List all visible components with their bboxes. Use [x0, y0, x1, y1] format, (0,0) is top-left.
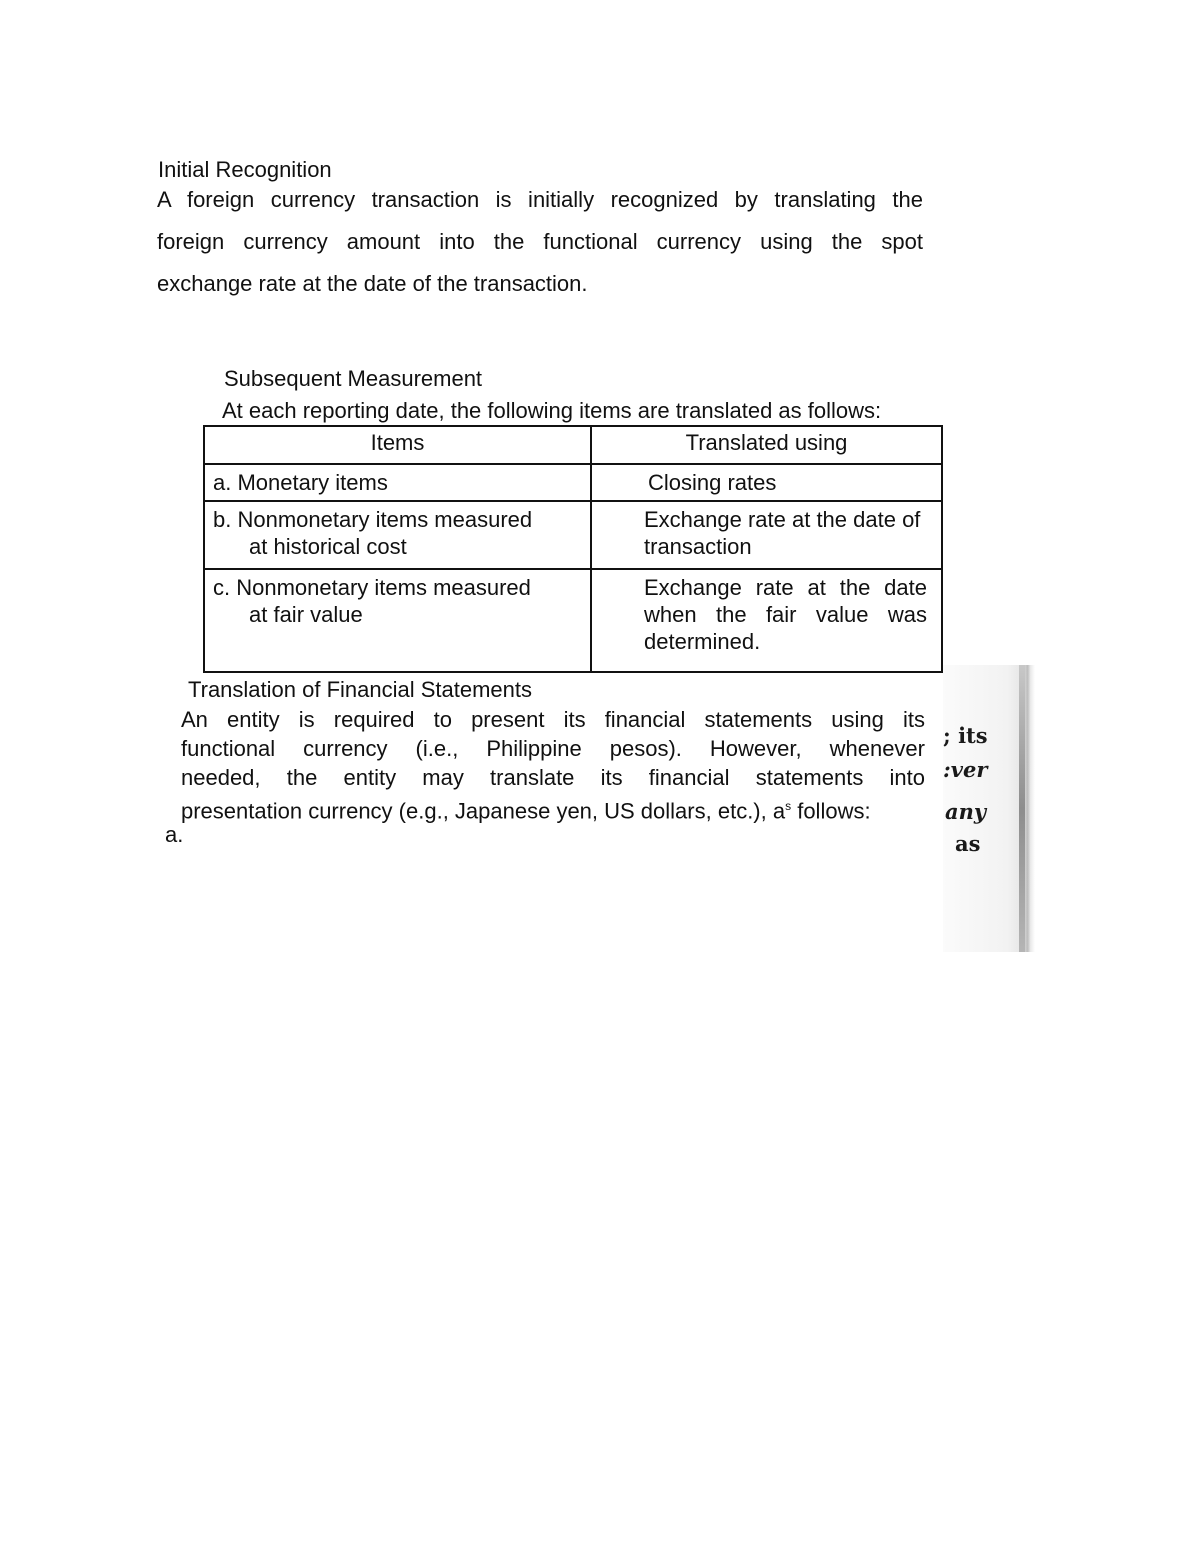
paragraph-line: An entity is required to present its financial statements using its [181, 707, 925, 732]
scan-word: ; its [943, 723, 988, 748]
translation-text: Exchange rate at the date of transaction [644, 507, 921, 559]
translation-text: Exchange rate at the date when the fair value was determined. [644, 575, 927, 654]
paragraph-translation [181, 705, 925, 825]
list-marker: a. [165, 822, 184, 847]
item-cell [204, 501, 591, 569]
item-text: c. Nonmonetary items measured [213, 575, 531, 600]
table-row [204, 464, 942, 501]
heading-subsequent-measurement: Subsequent Measurement [224, 366, 483, 391]
scan-edge-shadow [1019, 665, 1025, 952]
paragraph-line: needed, the entity may translate its financial statements into [181, 765, 925, 790]
item-cell [204, 464, 591, 501]
superscript-glyph: s [785, 799, 792, 813]
scan-word: as [955, 831, 981, 856]
scan-word: any [945, 799, 987, 824]
scanned-page-fragment [943, 665, 1035, 952]
table-row [204, 501, 942, 569]
scan-word: :ver [943, 757, 988, 782]
paragraph-line: exchange rate at the date of the transaction. [157, 271, 588, 296]
translation-table [203, 425, 943, 673]
table-header-row [204, 426, 942, 464]
paragraph-line-text: follows: [791, 798, 871, 824]
paragraph-initial-recognition [157, 179, 923, 305]
column-header-items: Items [204, 426, 591, 464]
item-text: a. Monetary items [213, 470, 388, 495]
translation-cell [591, 569, 942, 672]
paragraph-line: A foreign currency transaction is initially recognized by translating the [157, 187, 923, 212]
table-intro-text: At each reporting date, the following items are translated as follows: [222, 398, 882, 423]
heading-translation-of-financial-statements: Translation of Financial Statements [188, 677, 533, 702]
paragraph-line: foreign currency amount into the functional currency using the spot [157, 229, 923, 254]
column-header-translated-using: Translated using [591, 426, 942, 464]
translation-text: Closing rates [648, 470, 777, 495]
paragraph-line: functional currency (i.e., Philippine pesos). However, whenever [181, 736, 925, 761]
paragraph-line-text: presentation currency (e.g., Japanese yen, US dollars, etc.), a [181, 798, 786, 824]
item-text-continuation: at fair value [249, 602, 363, 627]
table-row [204, 569, 942, 672]
item-cell [204, 569, 591, 672]
heading-initial-recognition: Initial Recognition [158, 157, 332, 182]
translation-cell [591, 464, 942, 501]
item-text: b. Nonmonetary items measured [213, 507, 533, 532]
paragraph-line [181, 792, 925, 825]
item-text-continuation: at historical cost [249, 534, 407, 559]
translation-cell [591, 501, 942, 569]
